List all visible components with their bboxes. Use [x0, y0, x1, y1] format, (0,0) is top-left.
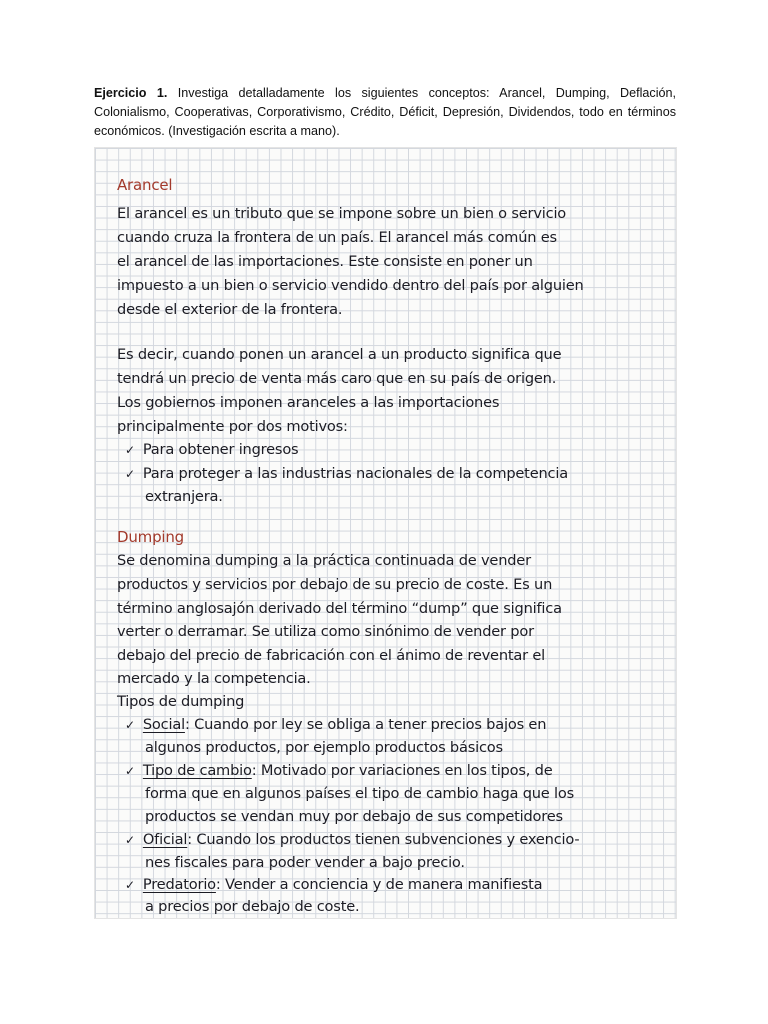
- dumping-type-item: [125, 762, 676, 779]
- arancel-line: El arancel es un tributo que se impone sobre un bien o servicio: [117, 205, 567, 222]
- check-icon: ✓: [125, 467, 135, 481]
- arancel-line: impuesto a un bien o servicio vendido dentro del país por alguien: [117, 277, 584, 294]
- bullet-text: Para obtener ingresos: [142, 441, 299, 458]
- dumping-type-continuation: algunos productos, por ejemplo productos básicos: [145, 739, 503, 756]
- arancel-line: el arancel de las importaciones. Este consiste en poner un: [117, 253, 533, 270]
- arancel-line: desde el exterior de la frontera.: [117, 301, 343, 318]
- dumping-line: debajo del precio de fabricación con el ánimo de reventar el: [117, 647, 546, 664]
- dumping-line: Se denomina dumping a la práctica continuada de vender: [117, 552, 531, 569]
- arancel-line: Es decir, cuando ponen un arancel a un producto significa que: [117, 346, 562, 363]
- check-icon: ✓: [125, 443, 135, 457]
- dumping-types-title: Tipos de dumping: [117, 693, 245, 710]
- exercise-number: Ejercicio 1.: [94, 86, 168, 100]
- dumping-line: mercado y la competencia.: [117, 670, 311, 687]
- dumping-type-item: [125, 716, 676, 733]
- type-text: : Motivado por variaciones en los tipos, de: [251, 762, 553, 779]
- arancel-line: tendrá un precio de venta más caro que en su país de origen.: [117, 370, 557, 387]
- arancel-line: Los gobiernos imponen aranceles a las importaciones: [117, 394, 500, 411]
- dumping-line: término anglosajón derivado del término “dump” que significa: [117, 600, 562, 617]
- arancel-bullet: [125, 441, 676, 458]
- exercise-statement: [94, 84, 676, 141]
- check-icon: ✓: [125, 718, 135, 732]
- handwritten-notebook-page: [95, 148, 676, 918]
- exercise-text: Investiga detalladamente los siguientes conceptos: Arancel, Dumping, Deflación, Colonialismo, Cooperativas, Corporativismo, Crédito, Déficit, Depresión, Dividendos, todo en términos económicos. (Investigación escrita a mano).: [94, 86, 677, 138]
- arancel-line: cuando cruza la frontera de un país. El arancel más común es: [117, 229, 557, 246]
- type-text: : Vender a conciencia y de manera manifiesta: [215, 876, 543, 893]
- type-label: Social: [142, 716, 185, 733]
- type-label: Predatorio: [142, 876, 216, 893]
- bullet-text: Para proteger a las industrias nacionales de la competencia: [142, 465, 568, 482]
- dumping-type-continuation: forma que en algunos países el tipo de cambio haga que los: [145, 785, 575, 802]
- dumping-type-continuation: nes fiscales para poder vender a bajo precio.: [145, 854, 465, 871]
- dumping-line: verter o derramar. Se utiliza como sinónimo de vender por: [117, 623, 534, 640]
- dumping-type-continuation: a precios por debajo de coste.: [145, 898, 360, 915]
- dumping-line: productos y servicios por debajo de su precio de coste. Es un: [117, 576, 553, 593]
- arancel-bullet: [125, 465, 676, 482]
- dumping-title: Dumping: [117, 528, 184, 546]
- arancel-title: Arancel: [117, 176, 173, 194]
- dumping-type-continuation: productos se vendan muy por debajo de sus competidores: [145, 808, 563, 825]
- dumping-type-item: [125, 876, 676, 893]
- arancel-line: principalmente por dos motivos:: [117, 418, 348, 435]
- dumping-type-item: [125, 831, 676, 848]
- type-text: : Cuando por ley se obliga a tener precios bajos en: [184, 716, 547, 733]
- type-text: : Cuando los productos tienen subvenciones y exencio-: [187, 831, 580, 848]
- arancel-bullet-continuation: extranjera.: [145, 488, 223, 505]
- type-label: Oficial: [142, 831, 188, 848]
- check-icon: ✓: [125, 764, 135, 778]
- check-icon: ✓: [125, 833, 135, 847]
- check-icon: ✓: [125, 878, 135, 892]
- type-label: Tipo de cambio: [142, 762, 252, 779]
